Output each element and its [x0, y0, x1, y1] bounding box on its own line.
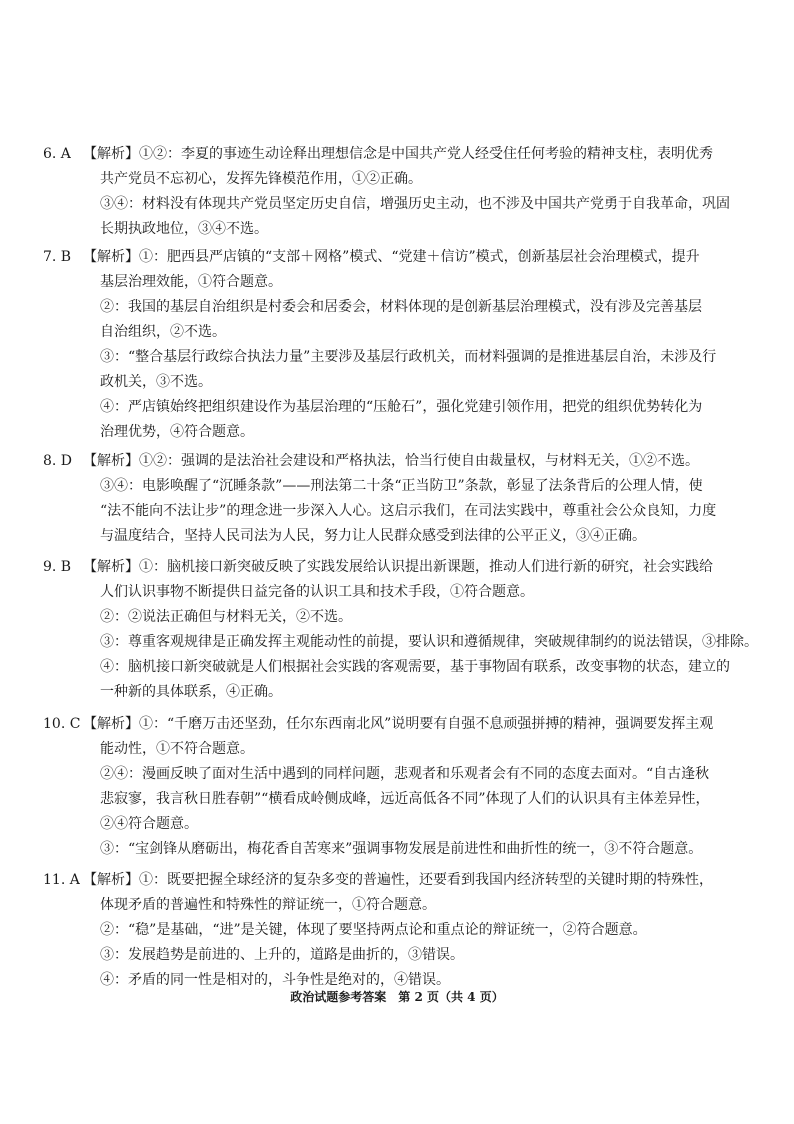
analysis-text: 能动性，①不符合题意。	[100, 741, 254, 757]
question-number: 10. C	[43, 716, 81, 732]
analysis-line	[100, 762, 760, 787]
analysis-line	[100, 630, 760, 655]
question-number: 11. A	[43, 872, 80, 888]
analysis-line	[100, 837, 760, 862]
analysis-text: ④：矛盾的同一性是相对的，斗争性是绝对的，④错误。	[100, 972, 450, 988]
answer-item	[43, 868, 760, 993]
analysis-line	[100, 680, 760, 705]
analysis-line	[100, 524, 760, 549]
analysis-text: ②：②说法正确但与材料无关，②不选。	[100, 609, 352, 625]
analysis-line	[100, 395, 760, 420]
analysis-text: ②④：漫画反映了面对生活中遇到的同样问题，悲观者和乐观者会有不同的态度去面对。“自古逢秋	[100, 766, 710, 782]
analysis-text: ③④：材料没有体现共产党员坚定历史自信，增强历史主动，也不涉及中国共产党勇于自我革命，巩固	[100, 196, 730, 212]
analysis-line	[100, 655, 760, 680]
analysis-text: ④：严店镇始终把组织建设作为基层治理的“压舱石”，强化党建引领作用，把党的组织优势转化为	[100, 399, 703, 415]
analysis-line	[100, 217, 760, 242]
page-footer: 政治试题参考答案 第 2 页（共 4 页）	[290, 990, 504, 1004]
analysis-line	[100, 812, 760, 837]
analysis-text: ②：我国的基层自治组织是村委会和居委会，材料体现的是创新基层治理模式，没有涉及完善基层	[100, 299, 702, 315]
answer-item	[43, 142, 760, 242]
analysis-text: 人们认识事物不断提供日益完备的认识工具和技术手段，①符合题意。	[100, 584, 534, 600]
question-number: 8. D	[43, 453, 73, 469]
question-number: 7. B	[43, 249, 72, 265]
analysis-line-first	[43, 142, 760, 167]
answer-item	[43, 449, 760, 549]
analysis-line	[100, 893, 760, 918]
analysis-text: ③：“宝剑锋从磨砺出，梅花香自苦寒来”强调事物发展是前进性和曲折性的统一，③不符合题意。	[100, 841, 703, 857]
analysis-line	[100, 295, 760, 320]
question-number: 6. A	[43, 146, 71, 162]
analysis-text: ③：尊重客观规律是正确发挥主观能动性的前提，要认识和遵循规律，突破规律制约的说法错误，③排除。	[100, 634, 758, 650]
analysis-text: 与温度结合，坚持人民司法为人民，努力让人民群众感受到法律的公平正义，③④正确。	[100, 528, 646, 544]
analysis-text: 基层治理效能，①符合题意。	[100, 274, 282, 290]
analysis-line	[100, 943, 760, 968]
analysis-line-first	[43, 555, 760, 580]
analysis-text: ②④符合题意。	[100, 816, 198, 832]
analysis-line	[100, 345, 760, 370]
analysis-text: 长期执政地位，③④不选。	[100, 221, 268, 237]
analysis-line	[100, 420, 760, 445]
analysis-text: 一种新的具体联系，④正确。	[100, 684, 282, 700]
analysis-line	[100, 270, 760, 295]
analysis-line	[100, 605, 760, 630]
analysis-text: 【解析】①②：李夏的事迹生动诠释出理想信念是中国共产党人经受住任何考验的精神支柱，表明优秀	[83, 146, 713, 162]
analysis-text: 政机关，③不选。	[100, 374, 212, 390]
analysis-text: 自治组织，②不选。	[100, 324, 226, 340]
analysis-line-first	[43, 712, 760, 737]
analysis-text: ④：脑机接口新突破就是人们根据社会实践的客观需要，基于事物固有联系，改变事物的状态，建立的	[100, 659, 730, 675]
analysis-line	[100, 370, 760, 395]
analysis-text: ③：发展趋势是前进的、上升的，道路是曲折的，③错误。	[100, 947, 464, 963]
analysis-text: 【解析】①：“千磨万击还坚劲，任尔东西南北风”说明要有自强不息顽强拼搏的精神，强调要发挥主观	[83, 716, 714, 732]
analysis-text: 共产党员不忘初心，发挥先锋模范作用，①②正确。	[100, 171, 422, 187]
analysis-line	[100, 918, 760, 943]
analysis-line	[100, 320, 760, 345]
analysis-line	[100, 787, 760, 812]
analysis-line-first	[43, 868, 760, 893]
answer-item	[43, 245, 760, 445]
analysis-line	[100, 737, 760, 762]
analysis-text: 【解析】①：肥西县严店镇的“支部＋网格”模式、“党建＋信访”模式，创新基层社会治理模式，提升	[83, 249, 700, 265]
analysis-line	[100, 474, 760, 499]
answer-item	[43, 712, 760, 862]
question-number: 9. B	[43, 559, 72, 575]
answer-item	[43, 555, 760, 705]
analysis-text: “法不能向不法让步”的理念进一步深入人心。这启示我们，在司法实践中，尊重社会公众良知，力度	[100, 503, 717, 519]
analysis-text: 【解析】①②：强调的是法治社会建设和严格执法，恰当行使自由裁量权，与材料无关，①②不选。	[83, 453, 699, 469]
analysis-text: 【解析】①：既要把握全球经济的复杂多变的普遍性，还要看到我国内经济转型的关键时期的特殊性，	[83, 872, 713, 888]
analysis-line	[100, 580, 760, 605]
analysis-text: 【解析】①：脑机接口新突破反映了实践发展给认识提出新课题，推动人们进行新的研究，社会实践给	[83, 559, 713, 575]
analysis-line	[100, 499, 760, 524]
analysis-line	[100, 167, 760, 192]
analysis-line-first	[43, 245, 760, 270]
analysis-text: 体现矛盾的普遍性和特殊性的辩证统一，①符合题意。	[100, 897, 436, 913]
analysis-text: 悲寂寥，我言秋日胜春朝”“横看成岭侧成峰，远近高低各不同”体现了人们的认识具有主体差异性，	[100, 791, 710, 807]
analysis-text: 治理优势，④符合题意。	[100, 424, 254, 440]
analysis-line	[100, 192, 760, 217]
analysis-text: ③④：电影唤醒了“沉睡条款”——刑法第二十条“正当防卫”条款，彰显了法条背后的公理人情，使	[100, 478, 703, 494]
analysis-line-first	[43, 449, 760, 474]
analysis-text: ②：“稳”是基础，“进”是关键，体现了要坚持两点论和重点论的辩证统一，②符合题意。	[100, 922, 647, 938]
analysis-text: ③：“整合基层行政综合执法力量”主要涉及基层行政机关，而材料强调的是推进基层自治，未涉及行	[100, 349, 717, 365]
